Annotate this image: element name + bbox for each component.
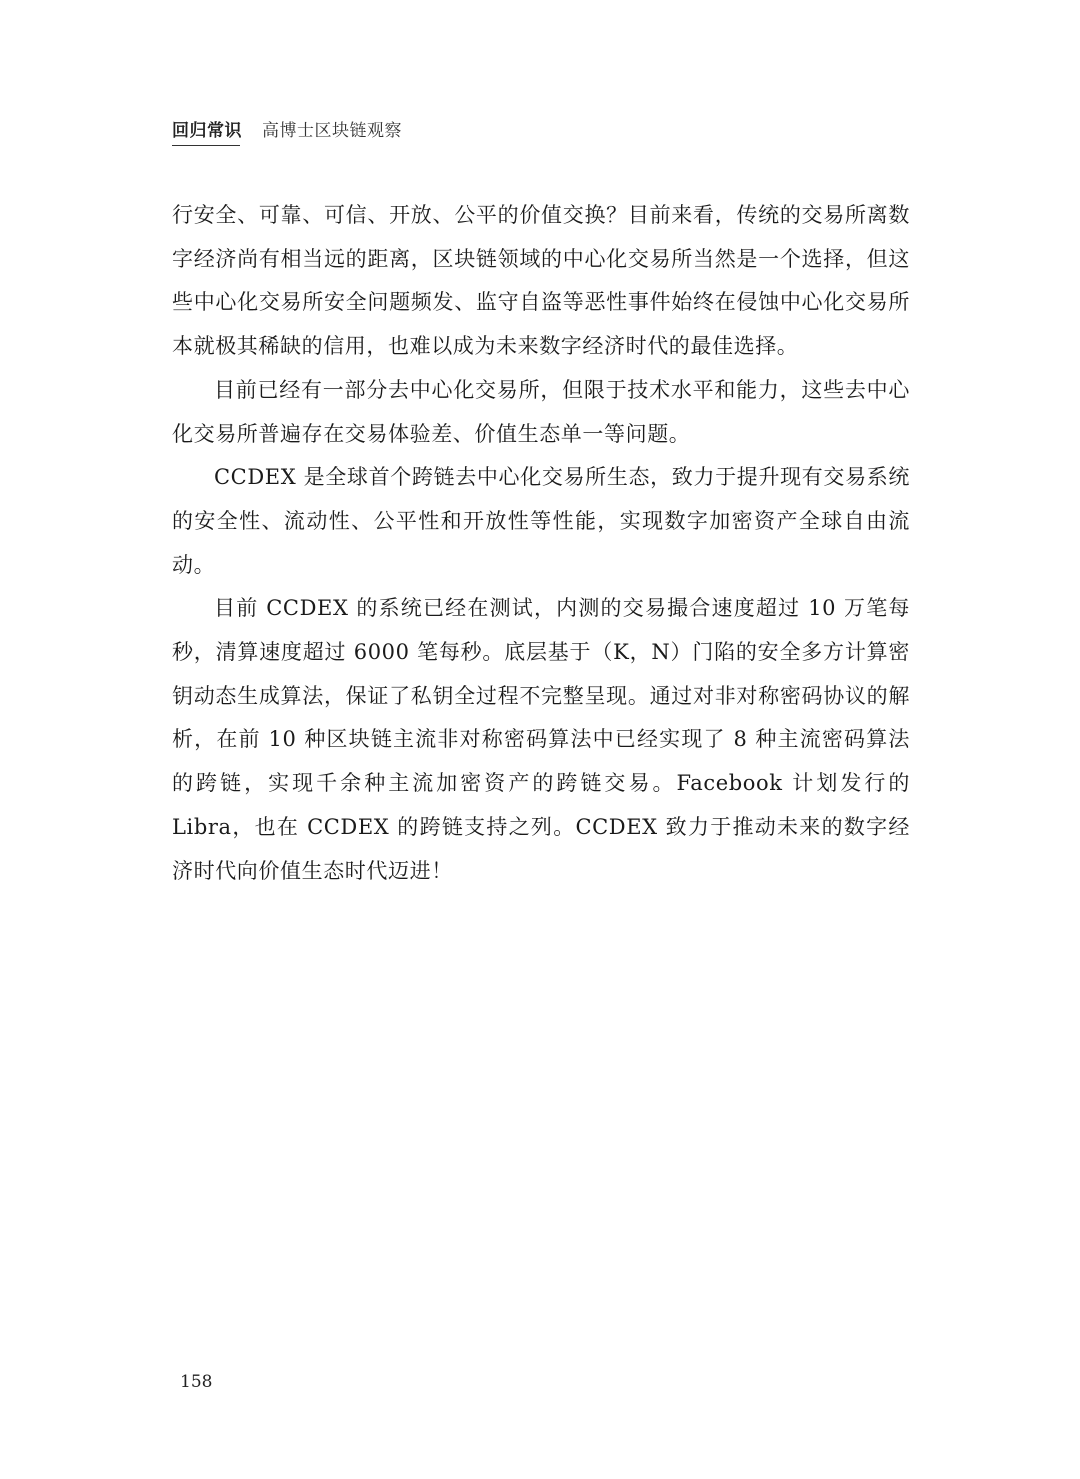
paragraph: 目前 CCDEX 的系统已经在测试，内测的交易撮合速度超过 10 万笔每秒，清算速度超过 6000 笔每秒。底层基于（K，N）门陷的安全多方计算密钥动态生成算法，保证了私钥全过程不完整呈现。通过对非对称密码协议的解析，在前 10 种区块链主流非对称密码算法中已经实现了 8 种主流密码算法的跨链，实现千余种主流加密资产的跨链交易。Facebook 计划发行的 Libra，也在 CCDEX 的跨链支持之列。CCDEX 致力于推动未来的数字经济时代向价值生态时代迈进！ bbox=[172, 596, 910, 883]
paragraph: 目前已经有一部分去中心化交易所，但限于技术水平和能力，这些去中心化交易所普遍存在交易体验差、价值生态单一等问题。 bbox=[172, 377, 910, 446]
book-title: 回归常识 bbox=[172, 120, 242, 141]
running-header bbox=[172, 112, 402, 144]
header-rule bbox=[172, 145, 240, 146]
book-subtitle: 高博士区块链观察 bbox=[262, 120, 402, 141]
page-number: 158 bbox=[180, 1372, 213, 1392]
body-text bbox=[172, 194, 910, 893]
paragraph-continuation: 行安全、可靠、可信、开放、公平的价值交换？目前来看，传统的交易所离数字经济尚有相当远的距离，区块链领域的中心化交易所当然是一个选择，但这些中心化交易所安全问题频发、监守自盗等恶性事件始终在侵蚀中心化交易所本就极其稀缺的信用，也难以成为未来数字经济时代的最佳选择。 bbox=[172, 203, 910, 359]
paragraph: CCDEX 是全球首个跨链去中心化交易所生态，致力于提升现有交易系统的安全性、流动性、公平性和开放性等性能，实现数字加密资产全球自由流动。 bbox=[172, 465, 910, 577]
